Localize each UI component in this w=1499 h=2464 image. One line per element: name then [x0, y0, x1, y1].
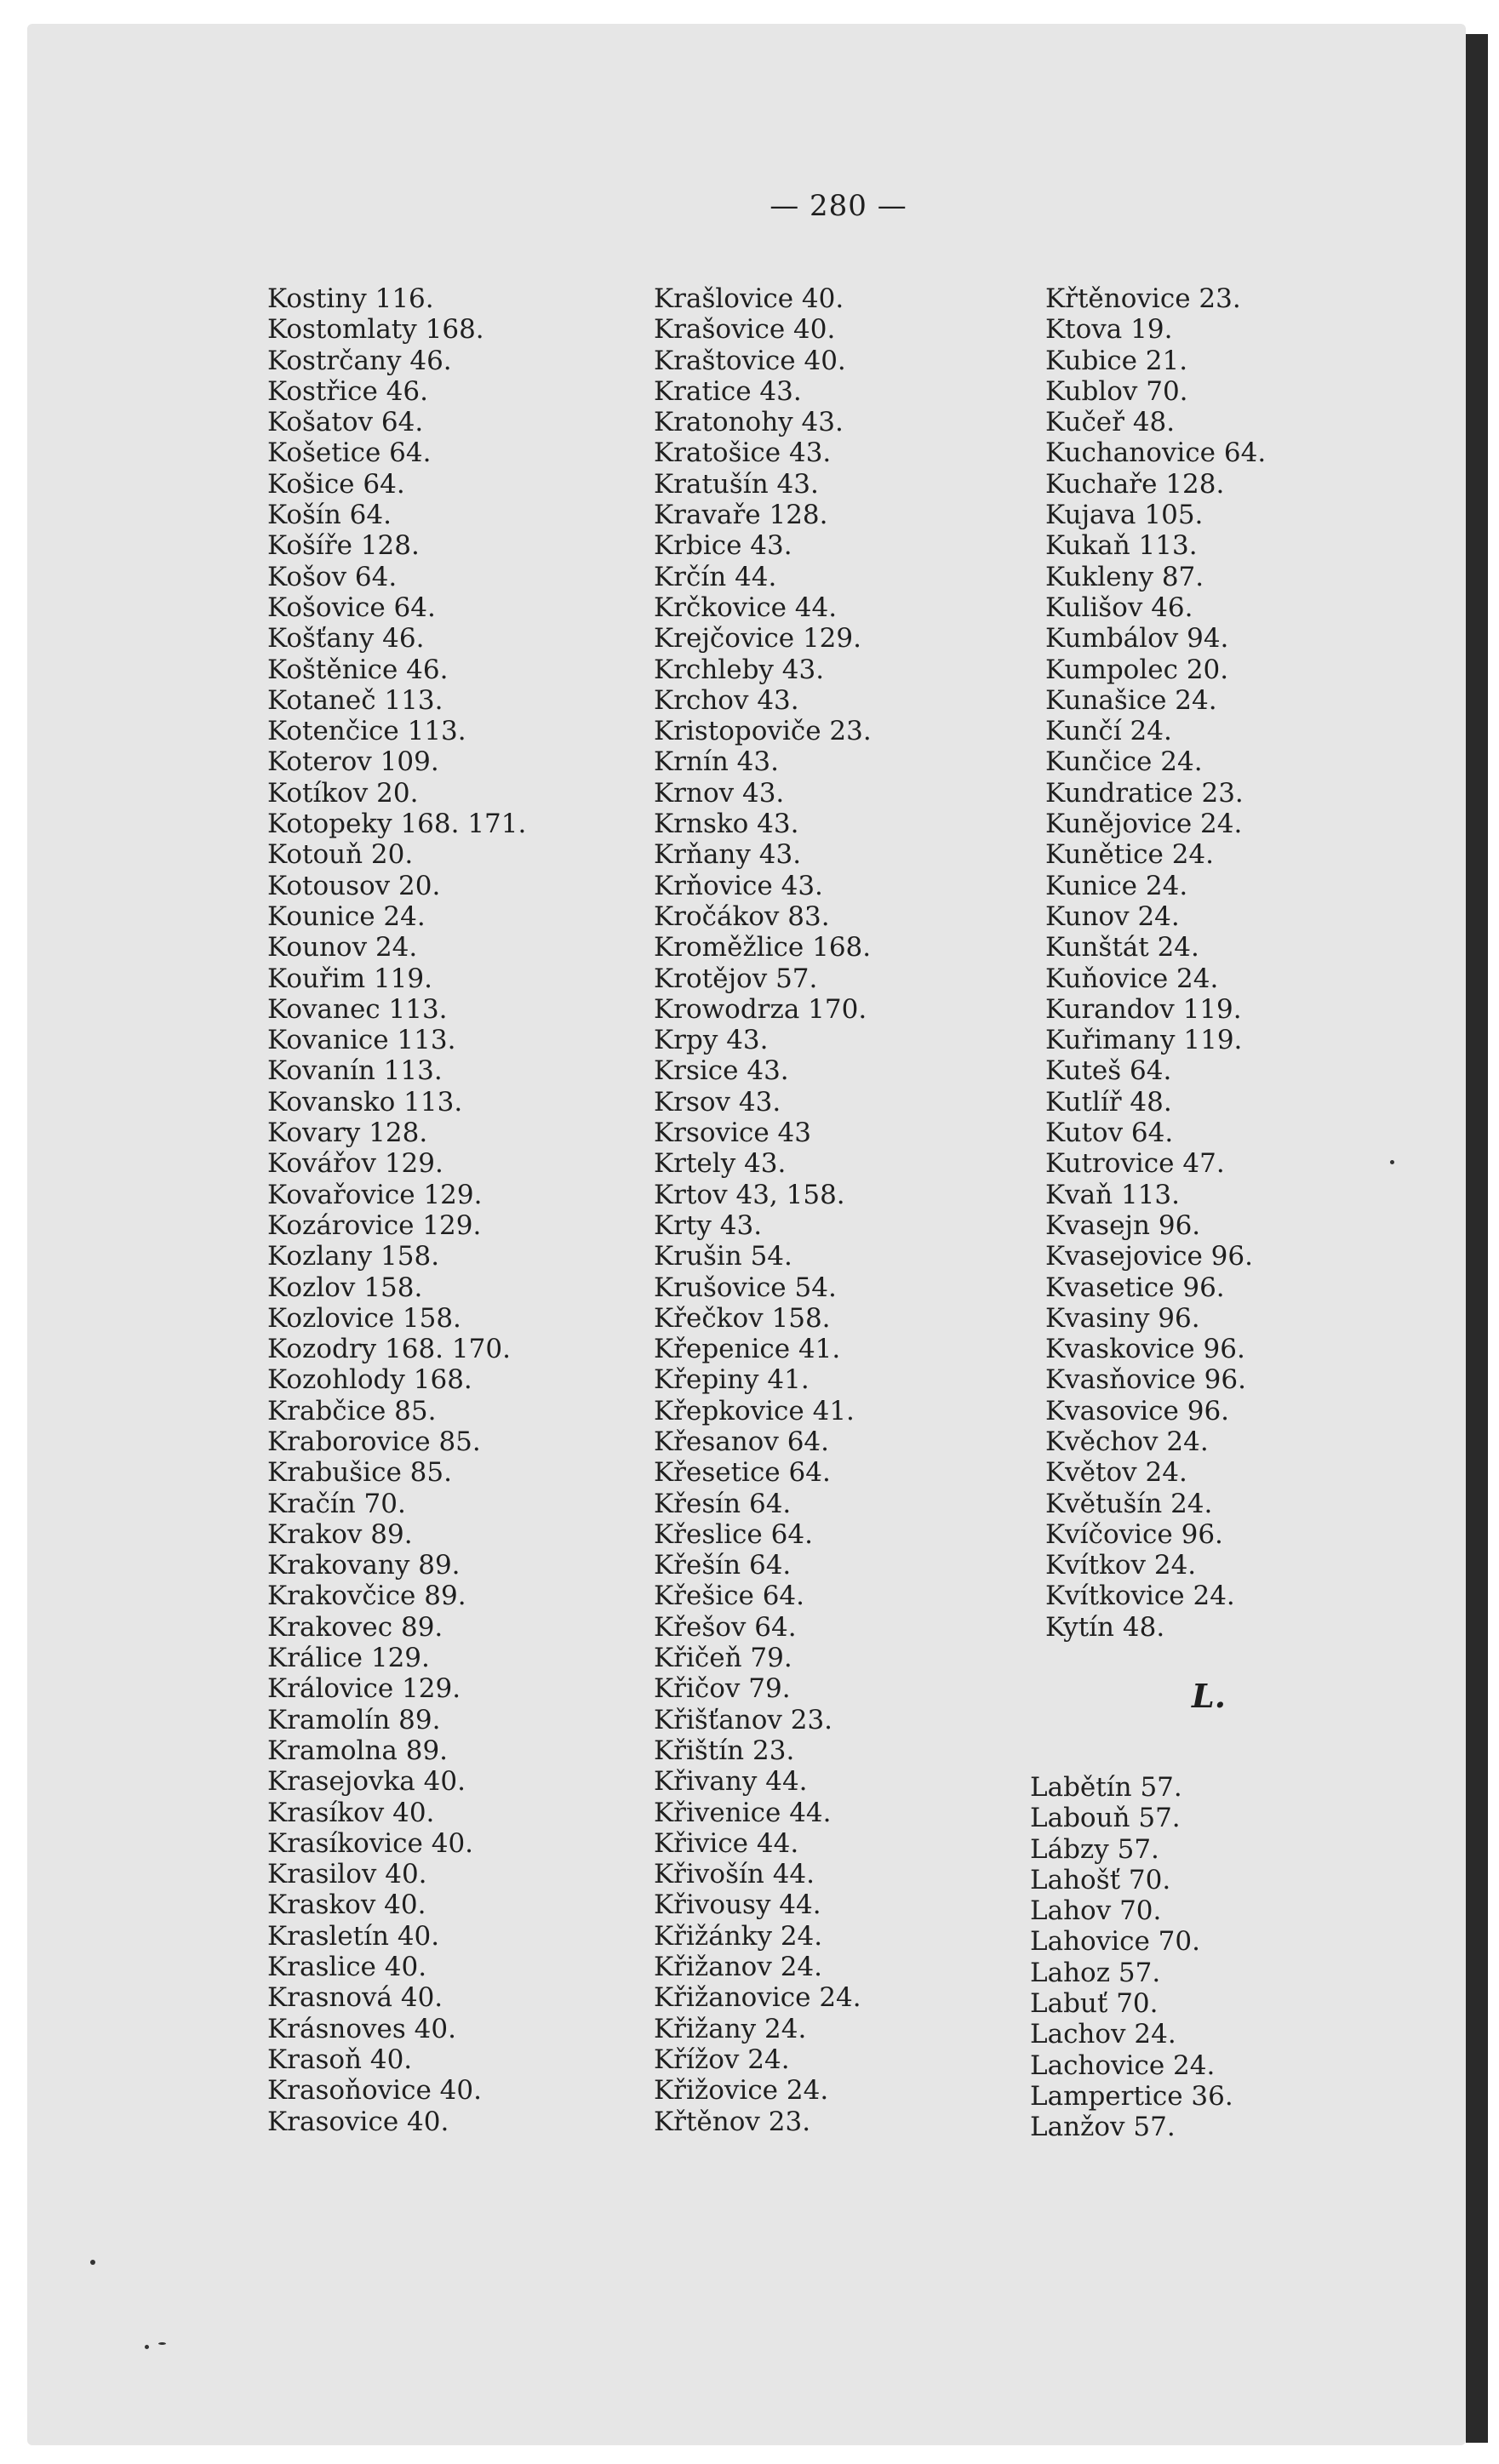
index-entry: Křičov 79.	[654, 1673, 791, 1705]
index-entry: Křeslice 64.	[654, 1518, 813, 1550]
index-entry: Křižanov 24.	[654, 1952, 823, 1983]
index-entry: Kovářov 129.	[267, 1148, 443, 1180]
index-entry: Křepenice 41.	[654, 1334, 841, 1365]
section-letter: L.	[1192, 1677, 1226, 1715]
index-entry: Kravaře 128.	[654, 500, 828, 531]
index-entry: Kovanice 113.	[267, 1025, 456, 1056]
index-entry: Kotousov 20.	[267, 870, 441, 901]
index-entry: Křešín 64.	[654, 1550, 792, 1581]
index-entry: Krasíkov 40.	[267, 1797, 435, 1828]
index-entry: Krásnoves 40.	[267, 2013, 456, 2044]
index-entry: Krtely 43.	[654, 1148, 787, 1180]
index-entry: Krašovice 40.	[654, 314, 836, 346]
index-entry: Kukleny 87.	[1045, 561, 1204, 592]
index-entry: Lahov 70.	[1030, 1895, 1162, 1927]
index-entry: Kumbálov 94.	[1045, 623, 1229, 655]
index-entry: Krabčice 85.	[267, 1395, 437, 1426]
index-entry: Kuřimany 119.	[1045, 1025, 1243, 1056]
index-entry: Krpy 43.	[654, 1025, 769, 1056]
index-entry: Kvítkovice 24.	[1045, 1581, 1235, 1612]
index-entry: Krasletín 40.	[267, 1920, 440, 1952]
index-entry: Kouřim 119.	[267, 963, 432, 994]
index-entry: Křištín 23.	[654, 1735, 795, 1766]
index-entry: Krasnová 40.	[267, 1982, 443, 2014]
index-entry: Kunašice 24.	[1045, 684, 1217, 716]
index-entry: Křečkov 158.	[654, 1302, 831, 1334]
index-entry: Kroměžlice 168.	[654, 932, 872, 963]
index-entry: Křesanov 64.	[654, 1426, 830, 1457]
index-entry: Kunčí 24.	[1045, 716, 1172, 747]
index-entry: Labětín 57.	[1030, 1772, 1182, 1803]
index-entry: Kvíčovice 96.	[1045, 1518, 1223, 1550]
index-entry: Košetice 64.	[267, 437, 432, 469]
index-entry: Krňovice 43.	[654, 870, 823, 901]
index-entry: Kotaneč 113.	[267, 684, 443, 716]
index-entry: Lachov 24.	[1030, 2019, 1176, 2050]
index-entry: Kunice 24.	[1045, 870, 1188, 901]
index-entry: Lahošť 70.	[1030, 1864, 1171, 1895]
index-entry: Křepkovice 41.	[654, 1395, 855, 1426]
index-entry: Křičeň 79.	[654, 1643, 792, 1674]
index-entry: Lampertice 36.	[1030, 2080, 1233, 2112]
index-entry: Krnsko 43.	[654, 809, 799, 840]
index-entry: Květov 24.	[1045, 1457, 1187, 1489]
index-entry: Kukaň 113.	[1045, 530, 1198, 562]
index-entry: Kuchanovice 64.	[1045, 437, 1267, 469]
index-entry: Košovice 64.	[267, 592, 436, 623]
index-entry: Krchleby 43.	[654, 654, 825, 685]
index-entry: Kunov 24.	[1045, 900, 1180, 932]
index-entry: Křivousy 44.	[654, 1889, 821, 1921]
index-entry: Kostiny 116.	[267, 283, 434, 314]
index-entry: Kristopoviče 23.	[654, 716, 872, 747]
index-entry: Kvaň 113.	[1045, 1179, 1180, 1210]
index-entry: Košťany 46.	[267, 623, 425, 655]
index-column-2	[654, 283, 872, 2137]
index-entry: Kozlov 158.	[267, 1272, 423, 1303]
index-entry: Kounov 24.	[267, 932, 418, 963]
index-entry: Kovanec 113.	[267, 993, 448, 1025]
index-entry: Lahovice 70.	[1030, 1926, 1200, 1958]
index-entry: Křižánky 24.	[654, 1920, 823, 1952]
index-entry: Krabušice 85.	[267, 1457, 452, 1489]
index-entry: Koterov 109.	[267, 746, 439, 778]
index-entry: Královice 129.	[267, 1673, 461, 1705]
index-entry: Křižany 24.	[654, 2013, 807, 2044]
index-entry: Kraštovice 40.	[654, 345, 846, 376]
index-entry: Krbice 43.	[654, 530, 792, 562]
index-entry: Kvasetice 96.	[1045, 1272, 1225, 1303]
index-entry: Krakov 89.	[267, 1518, 413, 1550]
index-entry: Krňany 43.	[654, 839, 802, 871]
index-entry: Kvasejovice 96.	[1045, 1241, 1253, 1272]
index-entry: Lachovice 24.	[1030, 2050, 1216, 2081]
index-entry: Kramolna 89.	[267, 1735, 449, 1766]
index-entry: Kozlovice 158.	[267, 1302, 461, 1334]
index-entry: Krasovice 40.	[267, 2106, 449, 2137]
index-entry: Kozodry 168. 170.	[267, 1334, 511, 1365]
index-entry: Kvasovice 96.	[1045, 1395, 1230, 1426]
index-entry: Křižanovice 24.	[654, 1982, 861, 2014]
index-entry: Křepiny 41.	[654, 1364, 810, 1396]
index-entry: Kunčice 24.	[1045, 746, 1203, 778]
index-entry: Kounice 24.	[267, 900, 426, 932]
index-entry: Kratice 43.	[654, 375, 802, 407]
index-entry: Křivošín 44.	[654, 1859, 815, 1890]
index-entry: Kramolín 89.	[267, 1704, 441, 1735]
index-entry: Krowodrza 170.	[654, 993, 867, 1025]
index-entry: Krnov 43.	[654, 777, 785, 809]
page-edge-shadow	[1466, 34, 1488, 2443]
index-entry: Kraskov 40.	[267, 1889, 426, 1921]
index-entry: Kvasejn 96.	[1045, 1209, 1201, 1241]
index-entry: Kotenčice 113.	[267, 716, 466, 747]
index-entry: Kumpolec 20.	[1045, 654, 1229, 685]
index-entry: Kratošice 43.	[654, 437, 832, 469]
index-entry: Krasoňovice 40.	[267, 2075, 482, 2107]
index-entry: Krejčovice 129.	[654, 623, 861, 655]
index-entry: Lahoz 57.	[1030, 1957, 1161, 1988]
index-entry: Košatov 64.	[267, 407, 424, 438]
index-entry: Ktova 19.	[1045, 314, 1173, 346]
index-entry: Krčkovice 44.	[654, 592, 838, 623]
index-entry: Kujava 105.	[1045, 500, 1204, 531]
index-entry: Křtěnovice 23.	[1045, 283, 1241, 314]
index-entry: Kratušín 43.	[654, 468, 819, 500]
index-entry: Kovanín 113.	[267, 1055, 443, 1087]
index-entry: Kraborovice 85.	[267, 1426, 481, 1457]
index-entry: Kuteš 64.	[1045, 1055, 1172, 1087]
index-entry: Kunštát 24.	[1045, 932, 1199, 963]
index-entry: Křesín 64.	[654, 1488, 792, 1519]
index-entry: Kotíkov 20.	[267, 777, 419, 809]
index-entry: Kračín 70.	[267, 1488, 406, 1519]
index-entry: Křižovice 24.	[654, 2075, 829, 2107]
index-entry: Kulišov 46.	[1045, 592, 1193, 623]
index-entry: Krtov 43, 158.	[654, 1179, 845, 1210]
index-entry: Krakovčice 89.	[267, 1581, 466, 1612]
index-entry: Křivany 44.	[654, 1766, 808, 1798]
index-entry: Kutrovice 47.	[1045, 1148, 1225, 1180]
index-entry: Kostřice 46.	[267, 375, 428, 407]
index-entry: Kubice 21.	[1045, 345, 1188, 376]
index-entry: Kvítkov 24.	[1045, 1550, 1197, 1581]
index-entry: Krasilov 40.	[267, 1859, 427, 1890]
index-entry: Kotouň 20.	[267, 839, 414, 871]
index-entry: Krsovice 43	[654, 1118, 811, 1149]
index-entry: Křtěnov 23.	[654, 2106, 811, 2137]
index-entry: Krnín 43.	[654, 746, 779, 778]
index-entry: Lábzy 57.	[1030, 1833, 1159, 1865]
index-entry: Koštěnice 46.	[267, 654, 449, 685]
index-entry: Květušín 24.	[1045, 1488, 1213, 1519]
index-entry: Křivenice 44.	[654, 1797, 832, 1828]
index-entry: Křešov 64.	[654, 1611, 797, 1643]
index-entry: Kunějovice 24.	[1045, 809, 1243, 840]
index-entry: Kraslice 40.	[267, 1952, 427, 1983]
index-entry: Kurandov 119.	[1045, 993, 1242, 1025]
index-entry: Kovary 128.	[267, 1118, 428, 1149]
index-entry: Kučeř 48.	[1045, 407, 1176, 438]
index-entry: Košíře 128.	[267, 530, 420, 562]
index-entry: Kvaskovice 96.	[1045, 1334, 1245, 1365]
index-entry: Lanžov 57.	[1030, 2112, 1176, 2143]
index-entry: Krasejovka 40.	[267, 1766, 466, 1798]
index-entry: Křivice 44.	[654, 1827, 799, 1859]
index-entry: Krakovany 89.	[267, 1550, 461, 1581]
index-entry: Kostrčany 46.	[267, 345, 452, 376]
index-column-3	[1045, 283, 1266, 1643]
index-entry: Kovansko 113.	[267, 1086, 463, 1118]
index-entry: Křišťanov 23.	[654, 1704, 833, 1735]
index-entry: Kytín 48.	[1045, 1611, 1165, 1643]
index-entry: Labouň 57.	[1030, 1803, 1181, 1834]
index-entry: Kutov 64.	[1045, 1118, 1174, 1149]
index-entry: Krušovice 54.	[654, 1272, 837, 1303]
index-entry: Kvěchov 24.	[1045, 1426, 1209, 1457]
index-entry: Kozohlody 168.	[267, 1364, 472, 1396]
index-entry: Křížov 24.	[654, 2044, 790, 2075]
index-entry: Kvasiny 96.	[1045, 1302, 1200, 1334]
index-entry: Králice 129.	[267, 1643, 430, 1674]
index-entry: Kundratice 23.	[1045, 777, 1244, 809]
index-entry: Krašlovice 40.	[654, 283, 844, 314]
index-entry: Krsice 43.	[654, 1055, 789, 1087]
index-entry: Krasoň 40.	[267, 2044, 413, 2075]
index-entry: Kutlíř 48.	[1045, 1086, 1172, 1118]
index-entry: Košín 64.	[267, 500, 392, 531]
index-entry: Krasíkovice 40.	[267, 1827, 474, 1859]
index-column-1	[267, 283, 526, 2137]
index-entry: Krsov 43.	[654, 1086, 781, 1118]
index-entry: Krušin 54.	[654, 1241, 792, 1272]
index-entry: Labuť 70.	[1030, 1988, 1159, 2020]
index-entry: Kotopeky 168. 171.	[267, 809, 527, 840]
index-entry: Krčín 44.	[654, 561, 777, 592]
index-entry: Křesetice 64.	[654, 1457, 831, 1489]
index-entry: Křešice 64.	[654, 1581, 805, 1612]
index-entry: Kozlany 158.	[267, 1241, 440, 1272]
index-entry: Kublov 70.	[1045, 375, 1188, 407]
index-entry: Kročákov 83.	[654, 900, 830, 932]
index-entry: Krotějov 57.	[654, 963, 818, 994]
index-entry: Kozárovice 129.	[267, 1209, 482, 1241]
page-number: — 280 —	[770, 189, 907, 223]
index-entry: Kovařovice 129.	[267, 1179, 483, 1210]
index-entry: Krchov 43.	[654, 684, 799, 716]
index-entry: Krakovec 89.	[267, 1611, 443, 1643]
index-entry: Košice 64.	[267, 468, 405, 500]
index-column-3-continued	[1030, 1772, 1233, 2143]
index-entry: Krty 43.	[654, 1209, 763, 1241]
index-entry: Košov 64.	[267, 561, 398, 592]
index-entry: Kratonohy 43.	[654, 407, 844, 438]
index-entry: Kunětice 24.	[1045, 839, 1214, 871]
index-entry: Kuňovice 24.	[1045, 963, 1219, 994]
index-entry: Kostomlaty 168.	[267, 314, 484, 346]
index-entry: Kuchaře 128.	[1045, 468, 1225, 500]
index-entry: Kvasňovice 96.	[1045, 1364, 1246, 1396]
